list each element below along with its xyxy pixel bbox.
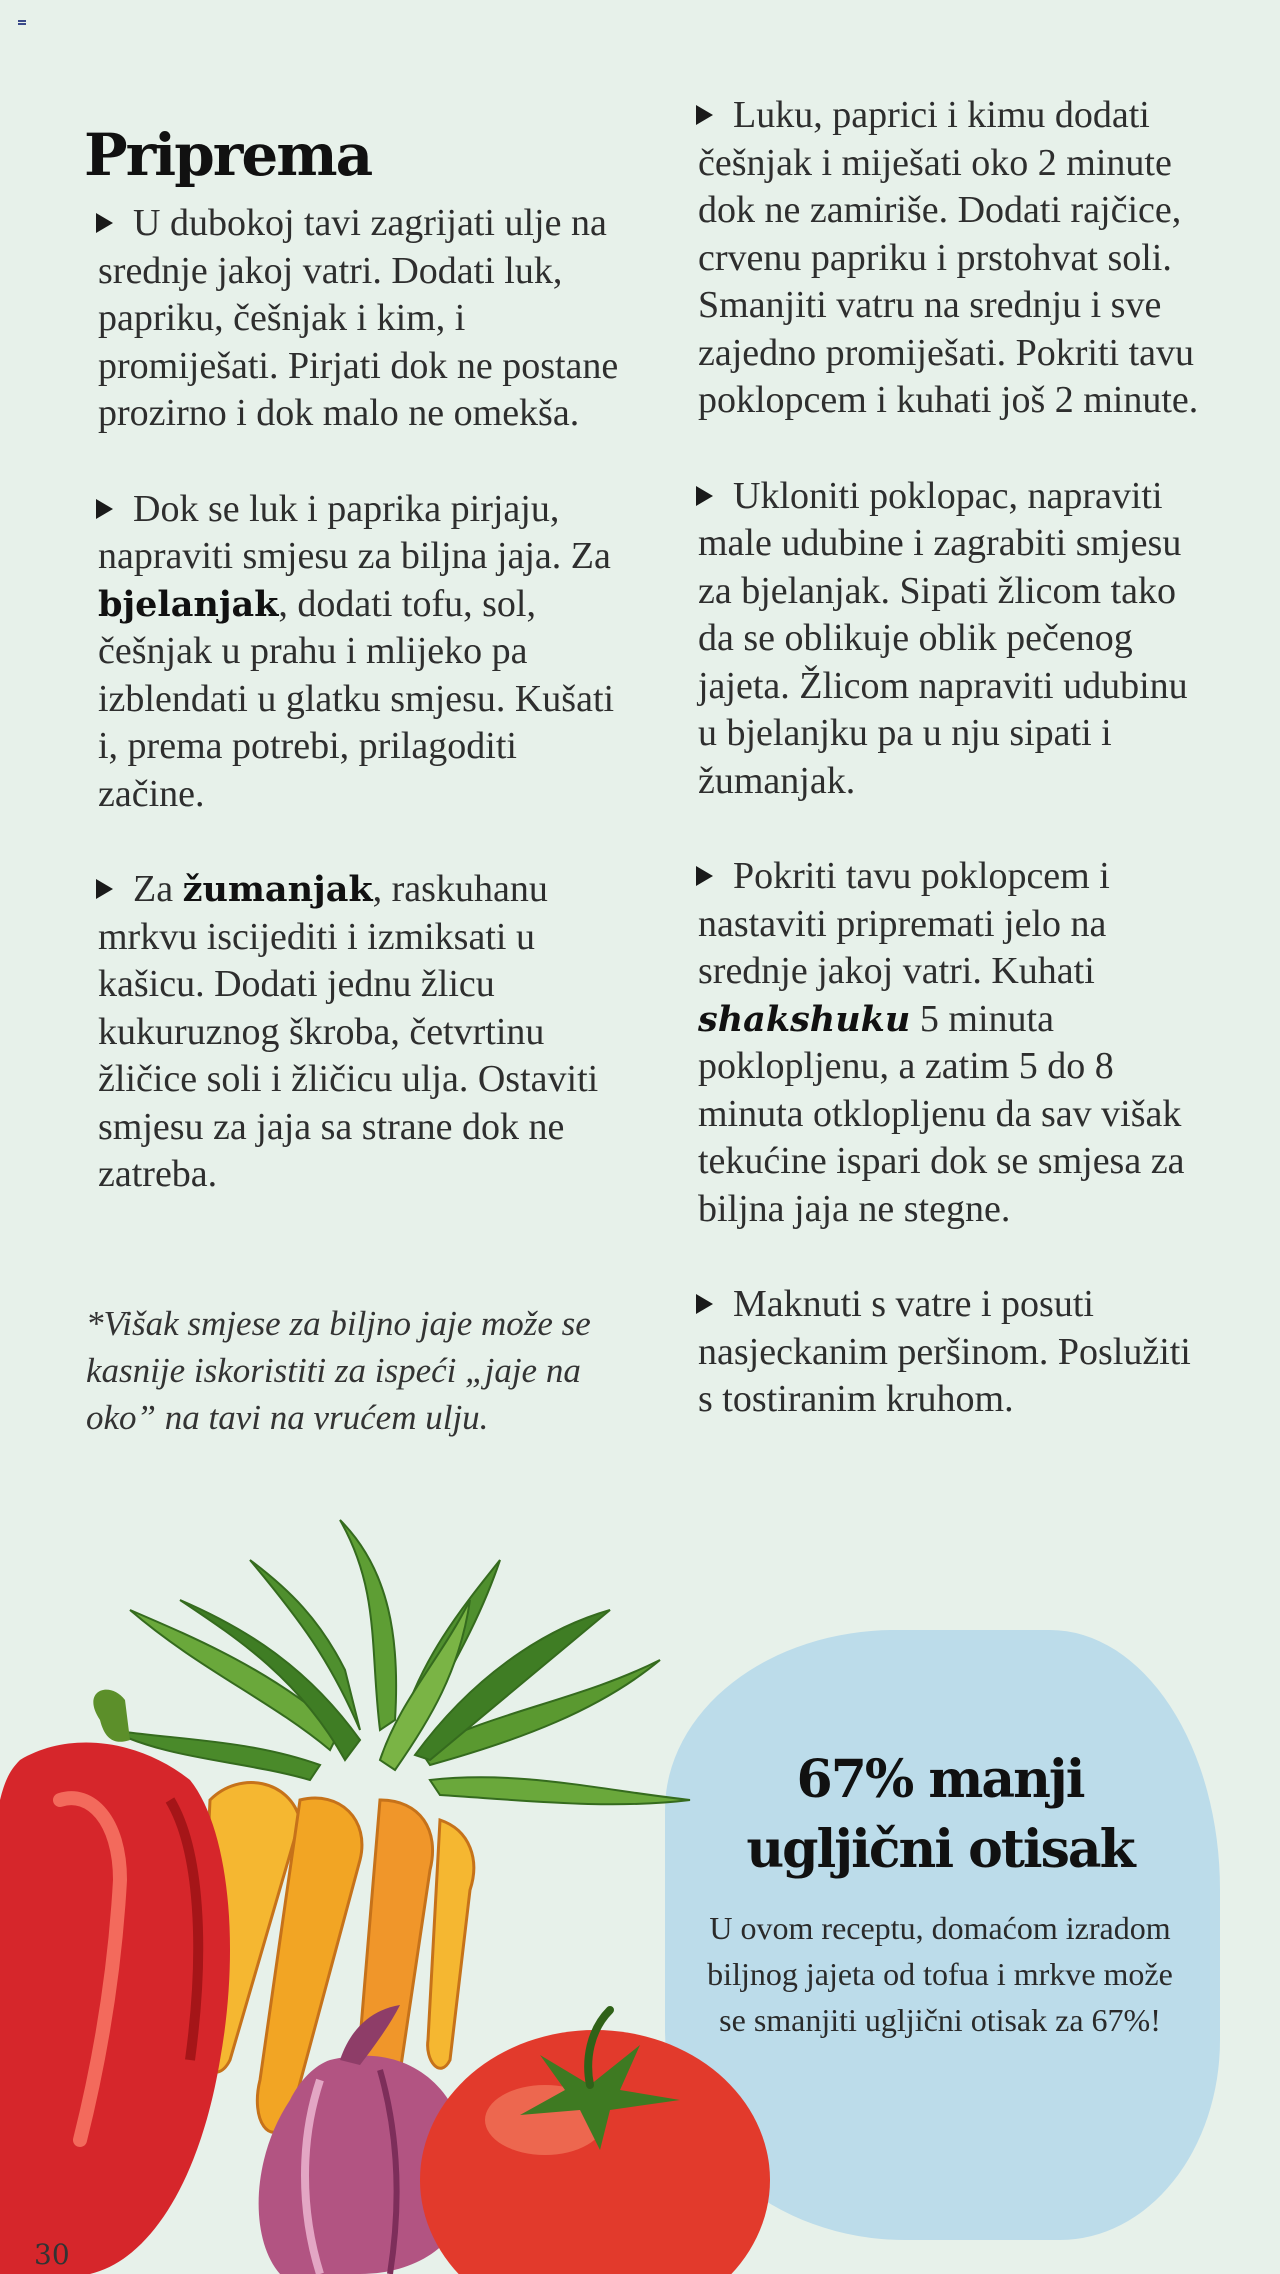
callout-heading-line: 67% manji <box>796 1749 1084 1810</box>
step-1 <box>88 200 628 438</box>
step-text: Ukloniti poklopac, napraviti male udubine i zagrabiti smjesu za bjelanjak. Sipati žlicom tako da se oblikuje oblik pečenog jajeta. Žlicom napraviti udubinu u bjelanjku pa u nju sipati i žumanjak. <box>698 474 1188 802</box>
tomato-icon <box>420 2010 770 2274</box>
step-text: 5 minuta poklopljenu, a zatim 5 do 8 minuta otklopljenu da sav višak tekućine ispari dok se smjesa za biljna jaja ne stegne. <box>698 997 1185 1230</box>
step-text: Maknuti s vatre i posuti nasjeckanim peršinom. Poslužiti s tostiranim kruhom. <box>698 1283 1191 1420</box>
steps-right-column <box>688 92 1208 1472</box>
red-pepper-icon <box>0 1690 230 2274</box>
step-5 <box>688 473 1208 806</box>
footnote: *Višak smjese za biljno jaje može se kasnije iskoristiti za ispeći „jaje na oko” na tavi na vrućem ulju. <box>86 1304 591 1437</box>
step-3 <box>88 866 628 1199</box>
page-number: 30 <box>34 2238 70 2271</box>
step-highlight: žumanjak <box>182 869 373 910</box>
step-text: Luku, paprici i kimu dodati češnjak i miješati oko 2 minute dok ne zamiriše. Dodati rajčice, crvenu papriku i prstohvat soli. Smanjiti vatru na srednju i sve zajedno promiješati. Pokriti tavu poklopcem i kuhati još 2 minute. <box>698 94 1199 421</box>
step-text: Dok se luk i paprika pirjaju, napraviti smjesu za biljna jaja. Za <box>98 487 611 577</box>
menu-icon[interactable] <box>18 20 26 26</box>
step-highlight: bjelanjak <box>98 583 279 625</box>
step-6 <box>688 853 1208 1233</box>
steps-left-column <box>88 200 628 1247</box>
arrow-icon <box>696 1294 713 1314</box>
step-text: U dubokoj tavi zagrijati ulje na srednje jakoj vatri. Dodati luk, papriku, češnjak i kim, i promiješati. Pirjati dok ne postane prozirno i dok malo ne omekša. <box>98 202 619 434</box>
arrow-icon <box>96 499 113 519</box>
step-highlight: shakshuku <box>698 998 911 1040</box>
step-2 <box>88 486 628 819</box>
step-7 <box>688 1281 1208 1424</box>
carrot-greens-icon <box>110 1520 690 1804</box>
callout-text: U ovom receptu, domaćom izradom biljnog jajeta od tofua i mrkve može se smanjiti ugljični otisak za 67%! <box>707 1910 1173 2038</box>
vegetables-illustration <box>0 1500 780 2274</box>
page-title: Priprema <box>84 120 372 189</box>
arrow-icon <box>96 879 113 899</box>
step-text: , raskuhanu mrkvu iscijediti i izmiksati u kašicu. Dodati jednu žlicu kukuruznog škroba, četvrtinu žličice soli i žličicu ulja. Ostaviti smjesu za jaja sa strane dok ne zatreba. <box>98 868 599 1195</box>
step-text: Pokriti tavu poklopcem i nastaviti pripremati jelo na srednje jakoj vatri. Kuhati <box>698 855 1110 992</box>
step-4 <box>688 92 1208 425</box>
arrow-icon <box>96 213 113 233</box>
step-text: Za <box>133 868 183 910</box>
step-text: , dodati tofu, sol, češnjak u prahu i mlijeko pa izblendati u glatku smjesu. Kušati i, prema potrebi, prilagoditi začine. <box>98 582 615 815</box>
arrow-icon <box>696 486 713 506</box>
callout-heading-line: ugljični otisak <box>746 1819 1134 1880</box>
arrow-icon <box>696 105 713 125</box>
arrow-icon <box>696 866 713 886</box>
